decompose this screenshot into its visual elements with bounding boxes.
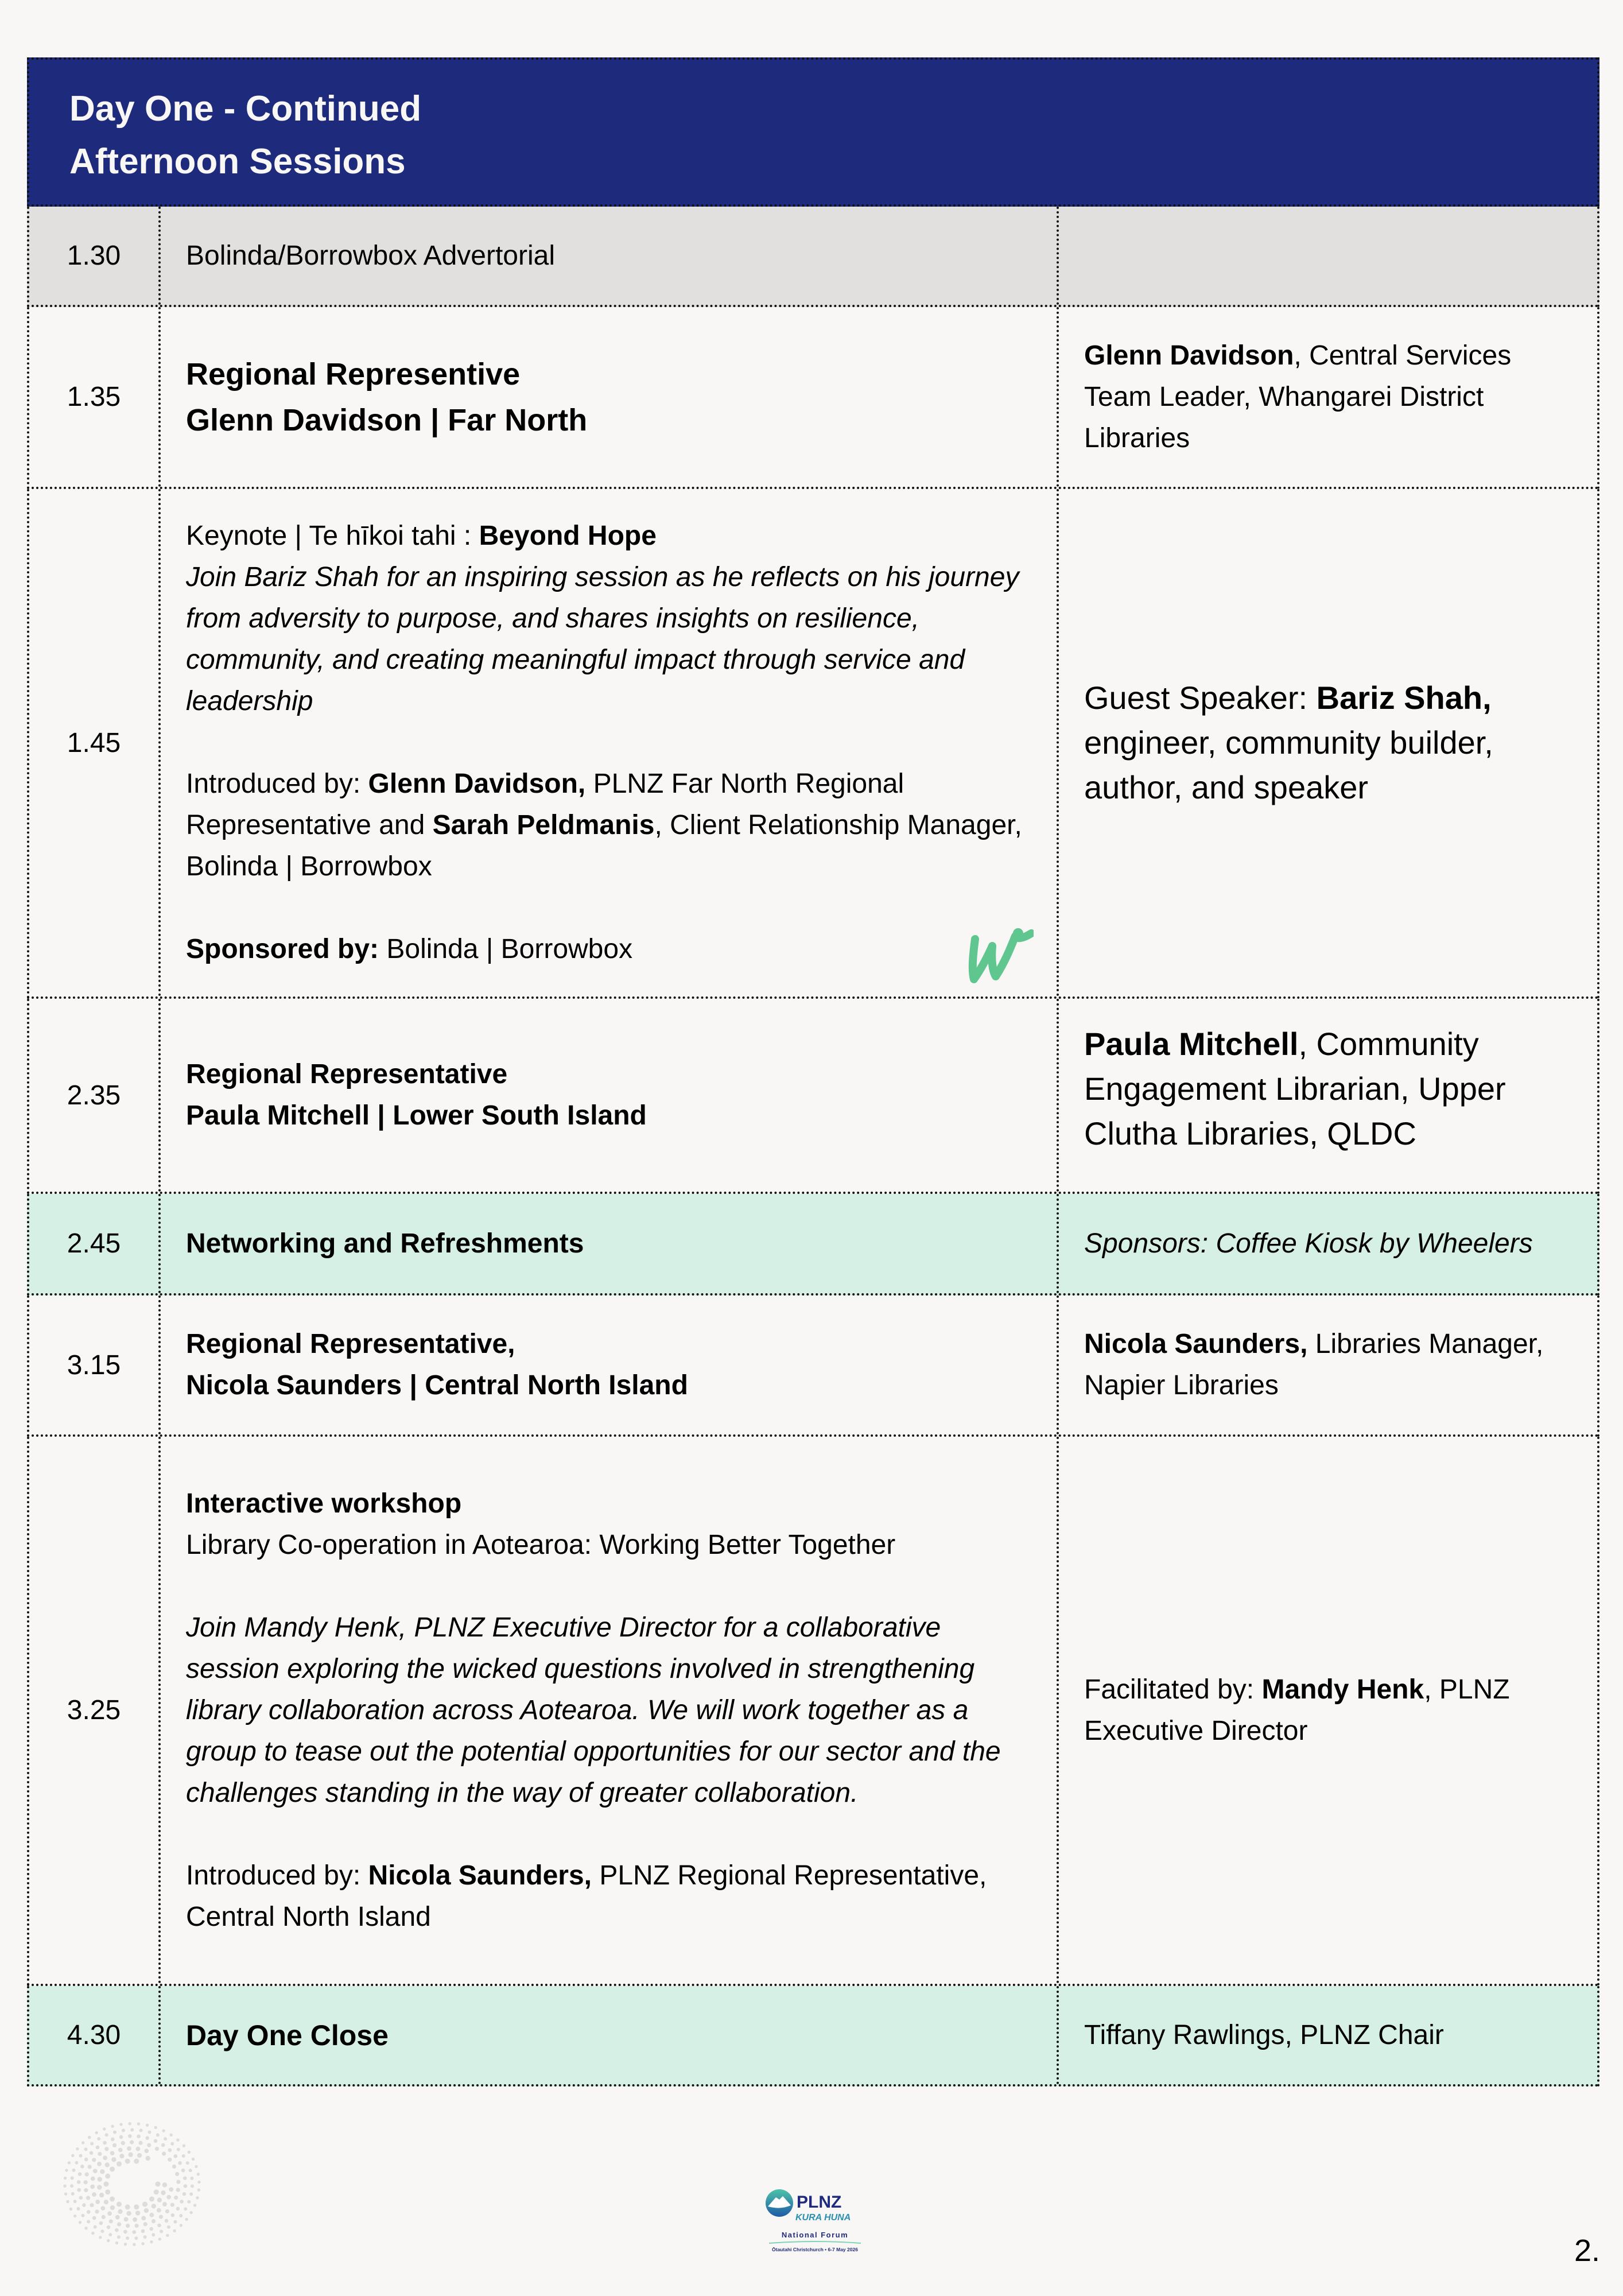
swirl-dot [81, 2141, 84, 2144]
swirl-dot [167, 2225, 170, 2229]
swirl-dot [105, 2133, 108, 2136]
swirl-dot [96, 2146, 100, 2150]
swirl-dot [152, 2219, 156, 2223]
swirl-dot [161, 2143, 165, 2147]
swirl-dot [139, 2129, 143, 2132]
session-description: Join Bariz Shah for an inspiring session as he reflects on his journey from adversity to purpose, and shares insights on resilience, community, and creating meaningful impact through service and leadership [186, 562, 1019, 716]
swirl-dot [108, 2233, 112, 2236]
swirl-dot [147, 2143, 151, 2147]
swirl-dot [70, 2184, 73, 2188]
swirl-dot [166, 2234, 169, 2237]
swirl-dot [141, 2242, 144, 2245]
session-time: 2.35 [29, 999, 161, 1192]
agenda-row [27, 307, 1599, 489]
swirl-dot [99, 2221, 103, 2225]
header-title-line1: Day One - Continued [69, 89, 422, 129]
swirl-dot [133, 2217, 137, 2222]
swirl-dot [91, 2232, 94, 2235]
swirl-dot [127, 2146, 131, 2151]
swirl-dot [119, 2154, 124, 2158]
session-time: 1.35 [29, 307, 161, 487]
swirl-dot [84, 2147, 87, 2151]
swirl-dot [100, 2229, 104, 2233]
swirl-dot [95, 2131, 98, 2134]
session-title-line2: Paula Mitchell | Lower South Island [186, 1100, 647, 1131]
agenda-row [27, 489, 1599, 999]
swirl-dot [168, 2148, 172, 2152]
swirl-dot [183, 2176, 187, 2180]
swirl-dot [170, 2142, 174, 2146]
session-title [161, 999, 1059, 1192]
swirl-dot [177, 2148, 180, 2151]
session-title [161, 207, 1059, 305]
swirl-dot [165, 2219, 169, 2223]
swirl-dot [111, 2157, 116, 2162]
session-description: Join Mandy Henk, PLNZ Executive Director for a collaborative session exploring the wicked questions involved in strengthening library collaboration across Aotearoa. We will work together as a group to tease out the potential opportunities for our sector and the challenges standing in the way of greater collaboration. [186, 1612, 1001, 1808]
swirl-dot [125, 2159, 130, 2164]
swirl-dot [186, 2161, 189, 2165]
swirl-dot [183, 2144, 185, 2147]
agenda-table [27, 57, 1599, 2086]
swirl-dot [169, 2134, 172, 2136]
agenda-row [27, 1986, 1599, 2086]
logo-event-details: Ōtautahi Christchurch • 6-7 May 2026 [772, 2247, 858, 2252]
swirl-dot [103, 2141, 107, 2145]
session-speaker [1059, 307, 1597, 487]
swirl-dot [134, 2224, 138, 2228]
swirl-dot [162, 2182, 167, 2187]
session-title-line1: Regional Representative [186, 1059, 508, 1089]
swirl-dot [111, 2125, 114, 2128]
swirl-dot [169, 2187, 173, 2192]
swirl-dot [71, 2192, 75, 2196]
swirl-dot [158, 2237, 161, 2240]
swirl-dot [176, 2138, 179, 2141]
swirl-dot [155, 2147, 159, 2151]
session-label: Keynote | Te hīkoi tahi : [186, 521, 479, 551]
swirl-dot [95, 2200, 100, 2204]
header-title-line2: Afternoon Sessions [69, 142, 406, 181]
swirl-dot [176, 2180, 180, 2184]
section-header [27, 57, 1599, 207]
swirl-dot [152, 2233, 155, 2236]
session-time: 4.30 [29, 1986, 161, 2084]
swirl-dot [145, 2136, 149, 2140]
swirl-dot [134, 2159, 139, 2164]
swirl-dot [162, 2151, 166, 2155]
swirl-dot [181, 2169, 185, 2173]
swirl-dot [99, 2193, 104, 2197]
session-time: 2.45 [29, 1194, 161, 1293]
swirl-dot [100, 2169, 104, 2174]
swirl-dot [146, 2124, 149, 2127]
session-speaker [1059, 207, 1597, 305]
swirl-dot [90, 2185, 95, 2189]
swirl-dot [192, 2158, 195, 2161]
session-details [161, 489, 1059, 996]
swirl-dot [193, 2204, 196, 2206]
swirl-dot [100, 2206, 105, 2210]
swirl-dot [168, 2158, 172, 2162]
swirl-dot [141, 2229, 145, 2233]
swirl-dot [134, 2204, 139, 2209]
swirl-dot [77, 2180, 81, 2184]
swirl-dot [174, 2196, 178, 2200]
swirl-dot [112, 2143, 117, 2147]
swirl-dot [84, 2158, 88, 2162]
swirl-dot [162, 2129, 165, 2132]
agenda-row [27, 1296, 1599, 1437]
swirl-dot [162, 2202, 167, 2206]
swirl-dot [184, 2184, 188, 2188]
swirl-dot [197, 2189, 200, 2192]
swirl-dot [107, 2239, 110, 2242]
swirl-dot [190, 2177, 193, 2180]
swirl-dot [79, 2221, 81, 2224]
plnz-kura-huna-logo [758, 2187, 872, 2262]
swirl-dot [109, 2219, 113, 2223]
swirl-dot [84, 2227, 87, 2229]
swirl-dot [124, 2243, 127, 2245]
session-subtitle: Library Co-operation in Aotearoa: Working Better Together [186, 1529, 896, 1560]
swirl-dot [180, 2224, 183, 2227]
swirl-dot [83, 2180, 87, 2184]
swirl-dot [93, 2169, 98, 2173]
swirl-dot [142, 2202, 147, 2207]
swirl-dot [63, 2185, 66, 2188]
swirl-dot [105, 2174, 110, 2179]
agenda-row [27, 1194, 1599, 1296]
swirl-dot [125, 2204, 130, 2209]
dotted-swirl-decoration-icon [52, 2112, 212, 2256]
swirl-dot [147, 2131, 151, 2134]
swirl-dot [178, 2161, 182, 2165]
swirl-dot [126, 2236, 129, 2240]
swirl-dot [66, 2200, 69, 2203]
swirl-dot [172, 2165, 176, 2169]
swirl-dot [77, 2207, 80, 2210]
introduced-by: Introduced by: Nicola Saunders, PLNZ Regional Representative, Central North Island [186, 1860, 987, 1932]
swirl-dot [121, 2141, 125, 2145]
swirl-dot [150, 2240, 153, 2243]
speaker-role: , Community Engagement Librarian, Upper Clutha Libraries, QLDC [1084, 1026, 1506, 1151]
swirl-dot [73, 2214, 76, 2217]
speaker-name: Mandy Henk [1261, 1674, 1424, 1705]
swirl-dot [191, 2185, 194, 2188]
swirl-dot [98, 2177, 102, 2181]
swirl-dot [135, 2147, 140, 2151]
swirl-dot [68, 2161, 71, 2164]
session-title: Networking and Refreshments [161, 1194, 1059, 1293]
swirl-dot [154, 2139, 158, 2143]
swirl-dot [97, 2137, 100, 2140]
swirl-dot [95, 2209, 99, 2213]
session-time: 3.15 [29, 1296, 161, 1434]
swirl-dot [157, 2224, 161, 2228]
swirl-dot [143, 2235, 147, 2239]
swirl-dot [87, 2220, 90, 2223]
swirl-dot [87, 2210, 91, 2214]
swirl-dot [130, 2140, 134, 2144]
swirl-dot [160, 2230, 163, 2233]
swirl-dot [88, 2165, 92, 2169]
swirl-dot [103, 2127, 106, 2130]
swirl-dot [98, 2152, 102, 2156]
speaker-role: engineer, community builder, author, and speaker [1084, 724, 1493, 805]
swirl-dot [179, 2214, 183, 2217]
swirl-dot [84, 2188, 88, 2192]
swirl-dot [195, 2165, 197, 2168]
swirl-dot [111, 2138, 115, 2142]
swirl-dot [71, 2176, 74, 2179]
session-speaker: Tiffany Rawlings, PLNZ Chair [1084, 2019, 1444, 2050]
session-title [161, 307, 1059, 487]
swirl-dot [183, 2192, 187, 2196]
swirl-dot [92, 2158, 96, 2162]
swirl-dot [91, 2177, 95, 2181]
logo-brand: PLNZ [797, 2193, 842, 2212]
swirl-dot [104, 2200, 108, 2204]
swirl-dot [107, 2211, 112, 2216]
swirl-dot [180, 2200, 184, 2204]
agenda-row [27, 207, 1599, 307]
swirl-dot [80, 2165, 84, 2169]
swirl-dot [141, 2216, 146, 2220]
swirl-dot [122, 2128, 125, 2132]
session-title: Beyond Hope [479, 521, 657, 551]
swirl-dot [94, 2225, 97, 2229]
session-time: 1.45 [29, 489, 161, 996]
swirl-dot [156, 2182, 161, 2187]
session-title-line1: Regional Representative, [186, 1329, 515, 1359]
swirl-dot [170, 2203, 174, 2207]
swirl-dot [157, 2208, 161, 2213]
swirl-dot [79, 2196, 83, 2200]
session-label: Interactive workshop [186, 1488, 462, 1519]
swirl-dot [154, 2189, 159, 2194]
swirl-dot [137, 2153, 142, 2158]
swirl-dot [184, 2207, 187, 2210]
swirl-dot [76, 2147, 79, 2150]
swirl-dot [97, 2185, 102, 2189]
swirl-dot [115, 2215, 120, 2220]
swirl-dot [156, 2134, 160, 2137]
swirl-dot [92, 2216, 96, 2220]
swirl-dot [81, 2214, 84, 2217]
logo-event-name: National Forum [781, 2231, 849, 2239]
session-speaker: Guest Speaker: Bariz Shah, engineer, community builder, author, and speaker [1084, 680, 1493, 805]
swirl-dot [88, 2136, 91, 2139]
swirl-dot [161, 2190, 165, 2195]
swirl-dot [97, 2162, 102, 2166]
swirl-dot [104, 2147, 108, 2151]
swirl-dot [196, 2196, 199, 2199]
page-number: 2. [1574, 2233, 1600, 2268]
swirl-dot [115, 2228, 119, 2232]
swirl-dot [126, 2224, 130, 2228]
swirl-dot [173, 2229, 176, 2232]
swirl-dot [145, 2156, 150, 2161]
swirl-dot [152, 2204, 156, 2208]
swirl-dot [105, 2189, 110, 2194]
swirl-dot [124, 2217, 129, 2221]
swirl-dot [123, 2230, 127, 2234]
session-title-line2: Nicola Saunders | Central North Island [186, 1370, 688, 1401]
swirl-dot [69, 2208, 72, 2210]
session-title-line2: Glenn Davidson | Far North [186, 402, 588, 437]
session-title [161, 1296, 1059, 1434]
swirl-dot [90, 2151, 94, 2155]
swirl-dot [117, 2161, 122, 2166]
swirl-dot [82, 2203, 86, 2207]
swirl-dot [185, 2218, 188, 2221]
session-speaker [1059, 999, 1597, 1192]
swirl-dot [173, 2154, 177, 2158]
swirl-dot [144, 2208, 149, 2213]
session-time: 3.25 [29, 1437, 161, 1984]
swirl-dot [154, 2126, 157, 2129]
swirl-dot [73, 2200, 77, 2203]
swirl-dot [110, 2197, 115, 2202]
swirl-dot [189, 2192, 193, 2196]
swirl-dot [118, 2209, 122, 2214]
swirl-dot [143, 2222, 147, 2226]
swirl-dot [115, 2241, 118, 2244]
swirl-dot [166, 2195, 171, 2200]
swirl-dot [159, 2215, 163, 2219]
logo-subbrand: KURA HUNA [795, 2213, 851, 2223]
swirl-dot [99, 2236, 102, 2239]
swirl-dot [197, 2181, 200, 2183]
swirl-dot [189, 2211, 192, 2214]
swirl-dot [65, 2169, 68, 2171]
session-sponsor: Sponsors: Coffee Kiosk by Wheelers [1084, 1228, 1533, 1259]
swirl-dot [64, 2177, 67, 2179]
swirl-dot [182, 2154, 185, 2158]
swirl-dot [197, 2173, 200, 2175]
session-title: Day One Close [161, 1986, 1059, 2084]
swirl-dot [149, 2227, 153, 2231]
wheelers-w-logo-icon [965, 922, 1034, 985]
swirl-dot [79, 2154, 82, 2158]
swirl-dot [90, 2203, 94, 2207]
agenda-row [27, 999, 1599, 1194]
introduced-by: Introduced by: Glenn Davidson, PLNZ Far North Regional Representative and Sarah Peldmanis, Client Relationship Manager, Bolinda | Borrowbox [186, 769, 1022, 882]
swirl-dot [118, 2148, 123, 2152]
swirl-dot [75, 2161, 78, 2165]
swirl-dot [130, 2128, 134, 2132]
swirl-dot [189, 2169, 192, 2172]
session-speaker [1059, 1296, 1597, 1434]
swirl-dot [135, 2210, 140, 2215]
swirl-dot [133, 2243, 135, 2246]
swirl-dot [105, 2162, 110, 2167]
swirl-dot [144, 2148, 149, 2153]
sponsored-by: Sponsored by: Bolinda | Borrowbox [186, 934, 633, 964]
speaker-role: Libraries Manager, Napier Libraries [1084, 1329, 1544, 1401]
swirl-dot [173, 2220, 177, 2224]
speaker-name: Paula Mitchell [1084, 1026, 1299, 1062]
swirl-dot [117, 2222, 121, 2226]
swirl-dot [102, 2215, 106, 2219]
swirl-dot [132, 2230, 136, 2234]
swirl-dot [187, 2200, 191, 2204]
session-title-text: Bolinda/Borrowbox Advertorial [186, 240, 556, 271]
swirl-dot [113, 2130, 117, 2134]
swirl-dot [85, 2173, 89, 2177]
swirl-dot [176, 2207, 180, 2211]
session-title-line1: Regional Representive [186, 356, 521, 391]
speaker-name: Nicola Saunders, [1084, 1329, 1308, 1359]
swirl-dot [86, 2196, 90, 2200]
session-speaker: Facilitated by: Mandy Henk, PLNZ Executive Director [1084, 1674, 1510, 1746]
speaker-role: , PLNZ Executive Director [1084, 1674, 1510, 1746]
swirl-dot [171, 2213, 175, 2217]
swirl-dot [128, 2134, 132, 2138]
swirl-dot [126, 2211, 131, 2216]
swirl-dot [77, 2188, 81, 2192]
swirl-dot [175, 2172, 179, 2176]
agenda-row [27, 1437, 1599, 1986]
swirl-dot [164, 2137, 167, 2140]
swirl-dot [110, 2205, 115, 2210]
swirl-dot [150, 2213, 154, 2217]
swirl-dot [157, 2198, 162, 2202]
swirl-dot [64, 2192, 67, 2195]
swirl-dot [104, 2182, 109, 2187]
swirl-dot [176, 2188, 180, 2192]
swirl-dot [72, 2169, 75, 2172]
swirl-dot [134, 2236, 138, 2240]
swirl-dot [137, 2135, 141, 2139]
swirl-dot [128, 2122, 131, 2125]
session-details [161, 1437, 1059, 1984]
swirl-dot [92, 2192, 96, 2197]
speaker-role: , Central Services Team Leader, Whangarei District Libraries [1084, 340, 1512, 453]
swirl-dot [119, 2123, 122, 2126]
swirl-dot [165, 2209, 169, 2213]
swirl-dot [117, 2235, 121, 2239]
speaker-name: Bariz Shah, [1316, 680, 1492, 716]
swirl-dot [110, 2166, 115, 2171]
swirl-dot [78, 2172, 82, 2176]
swirl-dot [117, 2202, 122, 2207]
swirl-dot [107, 2225, 111, 2229]
speaker-name: Glenn Davidson [1084, 340, 1294, 371]
swirl-dot [110, 2151, 115, 2155]
swirl-dot [138, 2141, 142, 2145]
swirl-dot [71, 2154, 74, 2157]
swirl-dot [149, 2197, 154, 2202]
swirl-dot [128, 2152, 133, 2157]
swirl-dot [90, 2142, 94, 2145]
swirl-dot [103, 2156, 107, 2161]
swirl-dot [119, 2135, 123, 2139]
swirl-dot [188, 2151, 191, 2154]
session-time: 1.30 [29, 207, 161, 305]
swirl-dot [137, 2123, 140, 2126]
